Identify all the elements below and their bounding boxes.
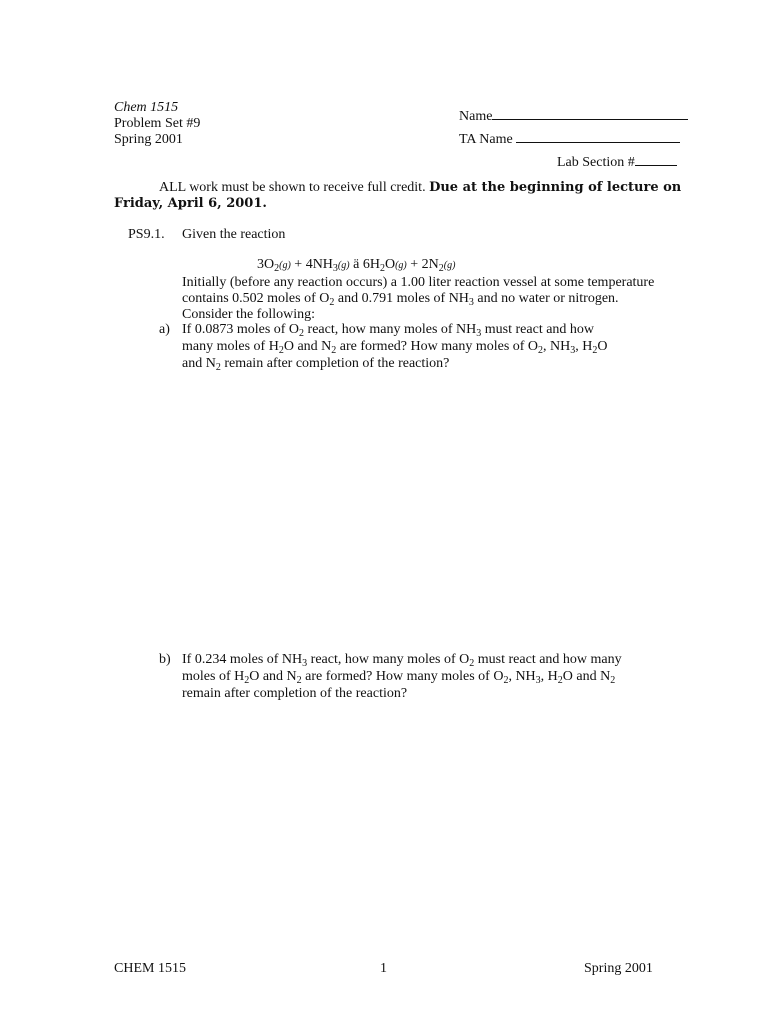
- footer-course: CHEM 1515: [114, 961, 186, 976]
- part-a-line-1: If 0.0873 moles of $O_2$ react, how many moles of $NH_3$ must react and how: [182, 322, 595, 339]
- ta-name-label: TA Name: [459, 132, 513, 147]
- term-label: Spring 2001: [114, 132, 183, 147]
- name-label: Name: [459, 109, 493, 124]
- part-a-label: a): [159, 322, 170, 337]
- part-a-line-3: and $N_2$ remain after completion of the reaction?: [182, 356, 450, 373]
- reaction-equation: $3O_2(g) + 4NH_3(g)$ ä $6H_2O(g) + 2N_2(g)$: [257, 257, 456, 274]
- problem-label: PS9.1.: [128, 227, 165, 242]
- part-b-line-1: If 0.234 moles of $NH_3$ react, how many moles of $O_2$ must react and how many: [182, 652, 622, 669]
- setup-line-3: Consider the following:: [182, 307, 315, 322]
- problem-set-label: Problem Set #9: [114, 116, 201, 131]
- part-b-label: b): [159, 652, 171, 667]
- lab-section-blank: [635, 164, 677, 166]
- problem-intro: Given the reaction: [182, 227, 286, 242]
- name-blank: [492, 118, 688, 120]
- part-b-line-3: remain after completion of the reaction?: [182, 686, 408, 701]
- reaction-arrow: ä: [353, 257, 360, 272]
- lab-section-label: Lab Section #: [557, 155, 635, 170]
- part-b-line-2: moles of $H_2O$ and $N_2$ are formed? How many moles of $O_2$, $NH_3$, $H_2O$ and $N_2$: [182, 669, 616, 686]
- ta-name-field[interactable]: [459, 132, 680, 148]
- lab-section-field[interactable]: [557, 155, 677, 171]
- setup-line-2: contains 0.502 moles of $O_2$ and 0.791 moles of $NH_3$ and no water or nitrogen.: [182, 291, 619, 308]
- due-text-1: Due at the beginning of lecture on: [429, 180, 682, 195]
- footer-term: Spring 2001: [584, 961, 653, 976]
- setup-line-1: Initially (before any reaction occurs) a 1.00 liter reaction vessel at some temperature: [182, 275, 655, 290]
- name-field[interactable]: [459, 109, 688, 125]
- due-text-2: Friday, April 6, 2001.: [114, 196, 267, 211]
- instructions-text: ALL work must be shown to receive full credit.: [159, 180, 426, 195]
- course-title: Chem 1515: [114, 100, 179, 115]
- instructions-line: [159, 180, 681, 196]
- ta-name-blank: [516, 141, 680, 143]
- page-number: 1: [380, 961, 387, 976]
- part-a-line-2: many moles of $H_2O$ and $N_2$ are formed? How many moles of $O_2$, $NH_3$, $H_2O$: [182, 339, 608, 356]
